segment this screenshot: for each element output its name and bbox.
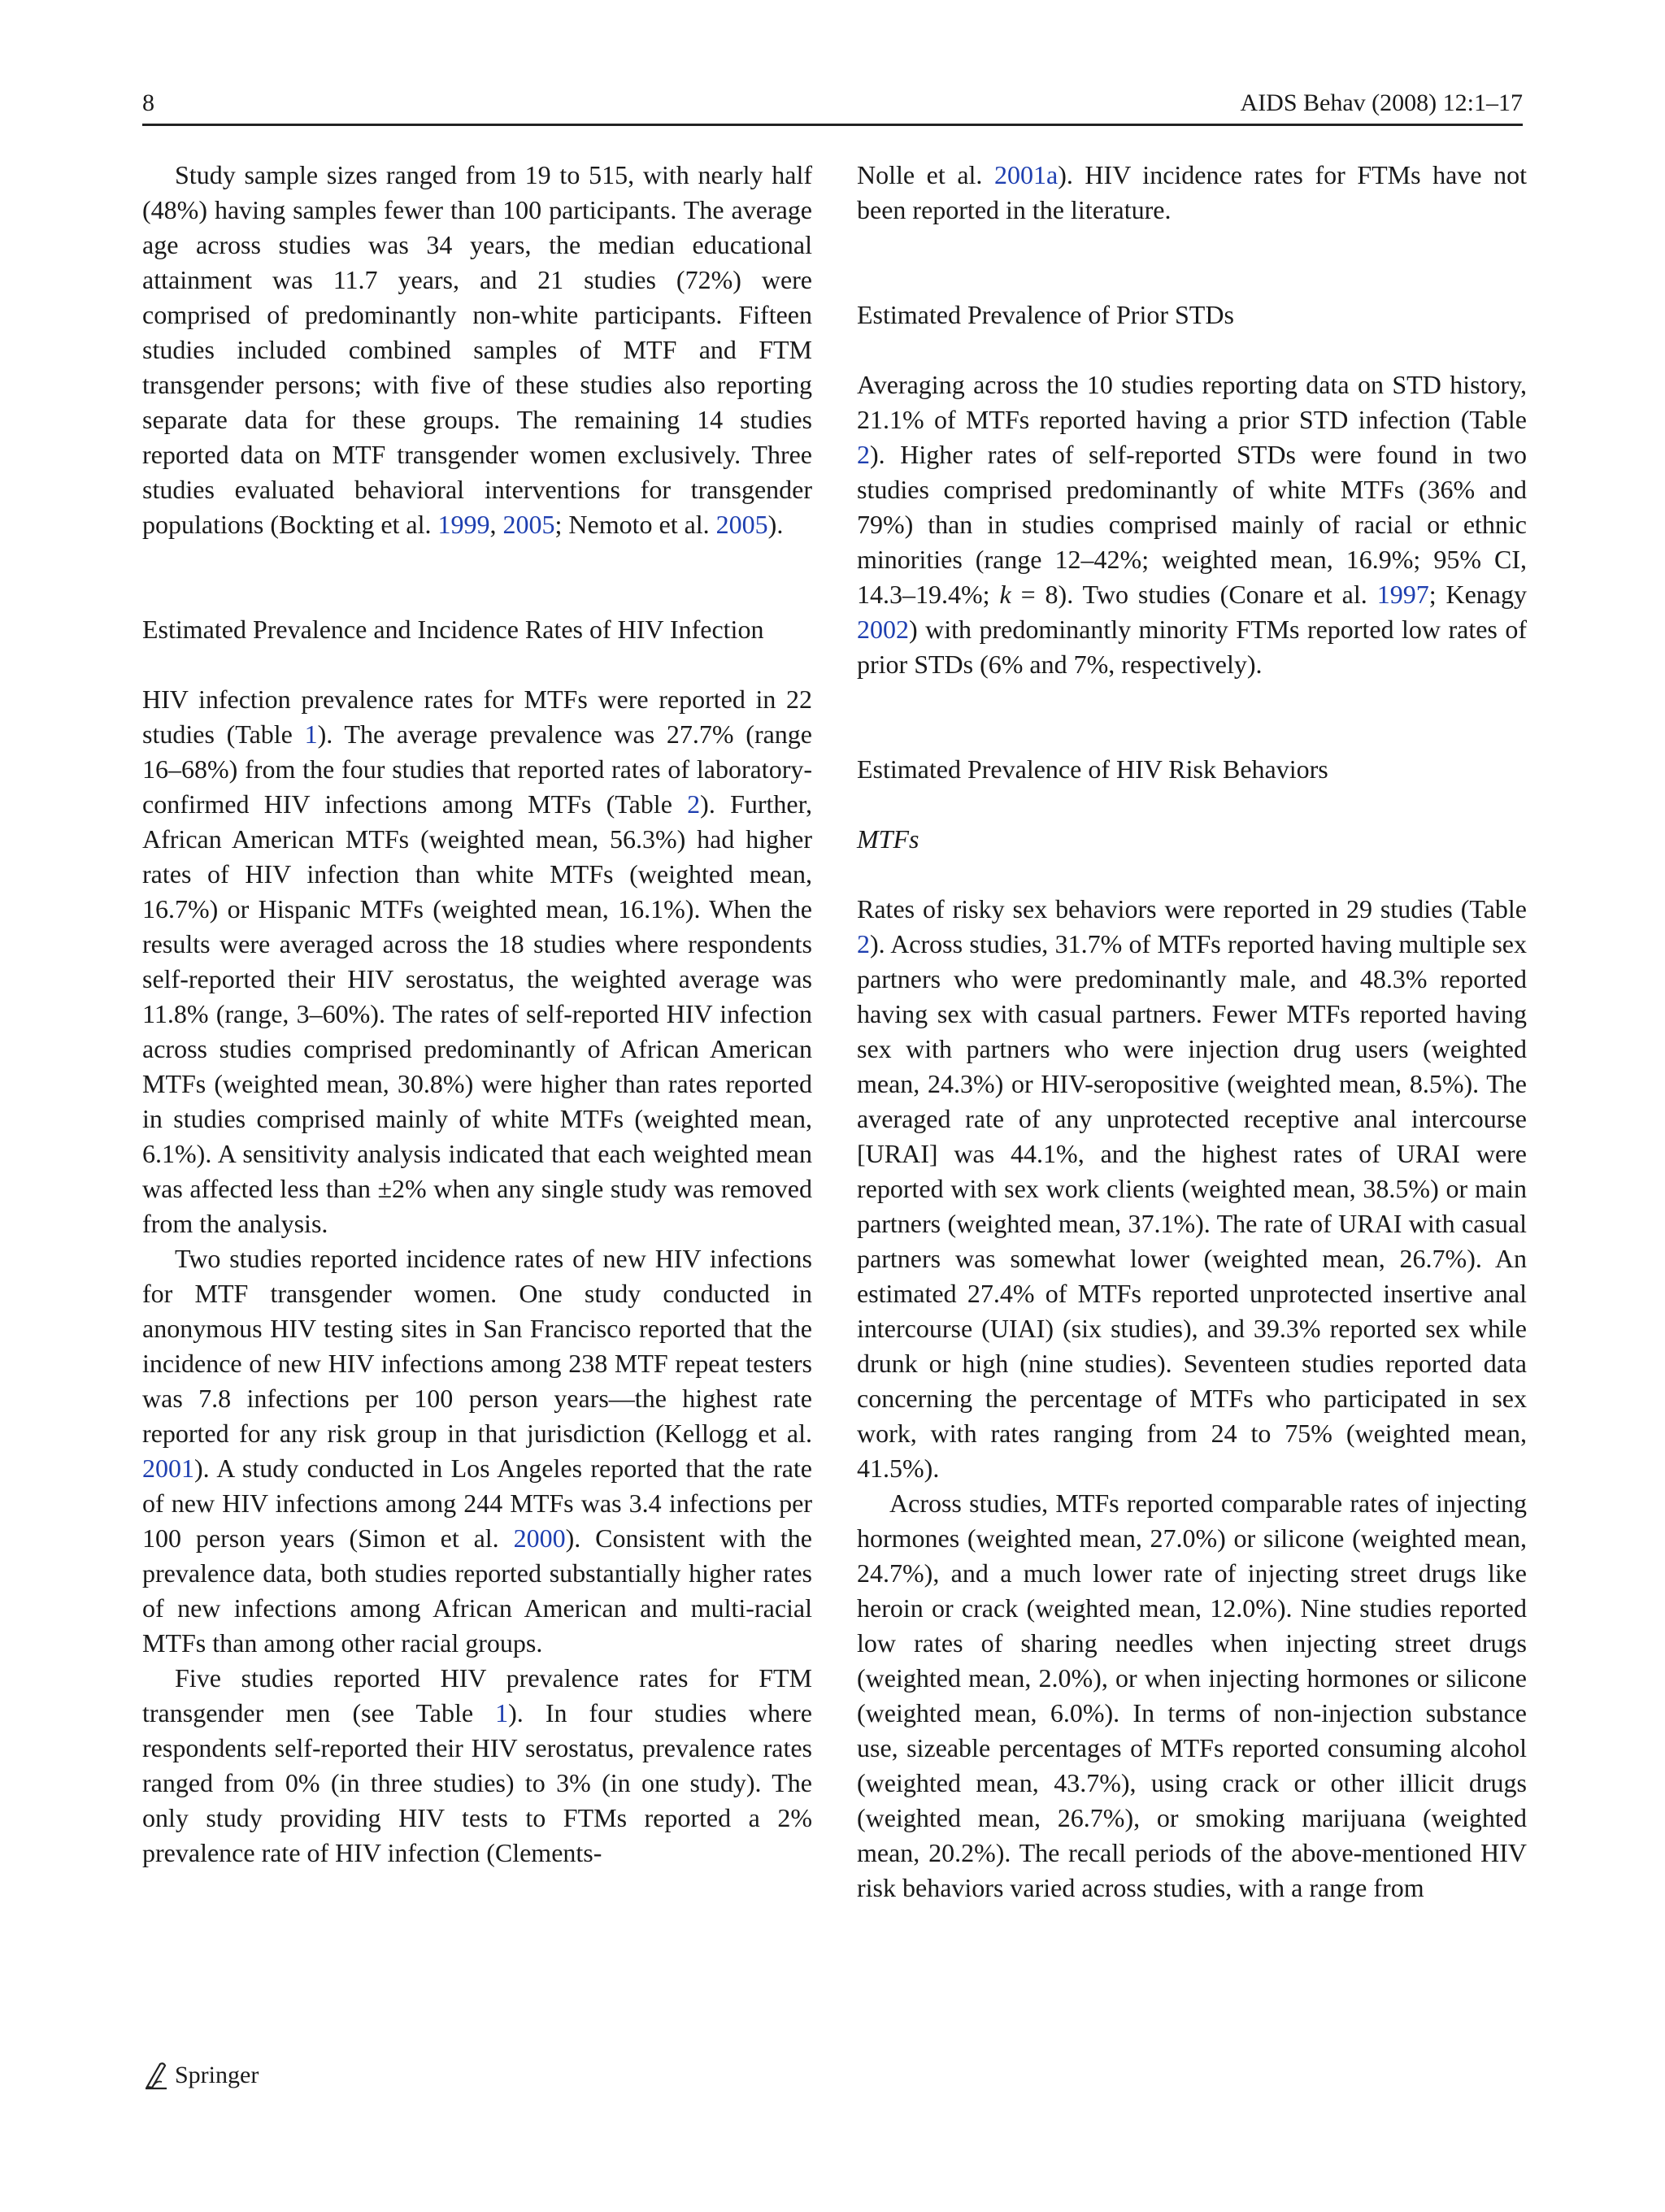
- text-run: ). HIV incidence rates for FTMs have not been reported in the literature.: [857, 160, 1528, 224]
- text-run: ) with predominantly minority FTMs reported low rates of prior STDs (6% and 7%, respectively).: [857, 615, 1527, 679]
- section-heading-hiv: Estimated Prevalence and Incidence Rates of HIV Infection: [142, 615, 764, 644]
- citation-link[interactable]: 2005: [715, 510, 768, 539]
- text-run: Rates of risky sex behaviors were reported in 29 studies (Table: [857, 894, 1527, 923]
- citation-link[interactable]: 2001: [142, 1454, 194, 1483]
- text-run: Averaging across the 10 studies reporting data on STD history, 21.1% of MTFs reported having a prior STD infection (Table: [857, 370, 1527, 434]
- paragraph: [857, 158, 1527, 228]
- italic-text: k: [999, 580, 1011, 609]
- citation-link[interactable]: 1: [304, 719, 318, 749]
- citation-link[interactable]: 2000: [513, 1523, 566, 1553]
- text-run: ; Kenagy: [1428, 580, 1528, 609]
- text-run: ; Nemoto et al.: [554, 510, 716, 539]
- section-heading-std: Estimated Prevalence of Prior STDs: [857, 300, 1234, 329]
- citation-link[interactable]: 1997: [1376, 580, 1429, 609]
- citation-link[interactable]: 2: [857, 440, 870, 469]
- right-column: [857, 158, 1527, 1906]
- text-run: ). Further, African American MTFs (weighted mean, 56.3%) had higher rates of HIV infection than white MTFs (weighted mean, 16.7%) or Hispanic MTFs (weighted mean, 16.1%). When the results were averaged across the 18 studies where respondents self-reported their HIV serostatus, the weighted average was 11.8% (range, 3–60%). The rates of self-reported HIV infection across studies comprised predominantly of African American MTFs (weighted mean, 30.8%) were higher than rates reported in studies comprised mainly of white MTFs (weighted mean, 6.1%). A sensitivity analysis indicated that each weighted mean was affected less than ±2% when any single study was removed from the analysis.: [142, 789, 813, 1238]
- paragraph: [142, 1241, 812, 1661]
- text-run: Nolle et al.: [857, 160, 994, 189]
- citation-link[interactable]: 2: [687, 789, 701, 819]
- page-number: 8: [142, 89, 154, 116]
- citation-link[interactable]: 2005: [502, 510, 555, 539]
- text-run: = 8). Two studies (Conare et al.: [1011, 580, 1377, 609]
- text-run: ,: [489, 510, 503, 539]
- citation-link[interactable]: 1: [495, 1698, 509, 1727]
- text-run: Study sample sizes ranged from 19 to 515, with nearly half (48%) having samples fewer than 100 participants. The average age across studies was 34 years, the median educational attainment was 11.7 years, and 21 studies (72%) were comprised of predominantly non-white participants. Fifteen studies included combined samples of MTF and FTM transgender persons; with five of these studies also reporting separate data for these groups. The remaining 14 studies reported data on MTF transgender women exclusively. Three studies evaluated behavioral interventions for transgender populations (Bockting et al.: [142, 160, 812, 539]
- citation-link[interactable]: 2001a: [994, 160, 1059, 189]
- text-run: ).: [767, 510, 784, 539]
- subsection-heading-mtfs: MTFs: [857, 824, 919, 854]
- text-run: Across studies, MTFs reported comparable rates of injecting hormones (weighted mean, 27.0%) or silicone (weighted mean, 24.7%), and a much lower rate of injecting street drugs like heroin or crack (weighted mean, 12.0%). Nine studies reported low rates of sharing needles when injecting street drugs (weighted mean, 2.0%), or when injecting hormones or silicone (weighted mean, 6.0%). In terms of non-injection substance use, sizeable percentages of MTFs reported consuming alcohol (weighted mean, 43.7%), using crack or other illicit drugs (weighted mean, 26.7%), or smoking marijuana (weighted mean, 20.2%). The recall periods of the above-mentioned HIV risk behaviors varied across studies, with a range from: [857, 1488, 1527, 1902]
- paragraph: [857, 1486, 1527, 1906]
- citation-link[interactable]: 2002: [857, 615, 909, 644]
- paragraph: [142, 682, 812, 1241]
- paragraph: [142, 158, 812, 542]
- citation-link[interactable]: 2: [857, 929, 870, 958]
- journal-citation: AIDS Behav (2008) 12:1–17: [1240, 89, 1523, 116]
- text-run: HIV infection prevalence rates for MTFs were reported in 22 studies (Table: [142, 684, 812, 749]
- paragraph: [857, 892, 1527, 1486]
- text-run: Five studies reported HIV prevalence rates for FTM transgender men (see Table: [142, 1663, 812, 1727]
- paragraph: [857, 367, 1527, 682]
- text-run: ). A study conducted in Los Angeles reported that the rate of new HIV infections among 244 MTFs was 3.4 infections per 100 person years (Simon et al.: [142, 1454, 812, 1553]
- text-run: ). Across studies, 31.7% of MTFs reported having multiple sex partners who were predominantly male, and 48.3% reported having sex with casual partners. Fewer MTFs reported having sex with partners who were injection drug users (weighted mean, 24.3%) or HIV-seropositive (weighted mean, 8.5%). The averaged rate of any unprotected receptive anal intercourse [URAI] was 44.1%, and the highest rates of URAI were reported with sex work clients (weighted mean, 38.5%) or main partners (weighted mean, 37.1%). The rate of URAI with casual partners was somewhat lower (weighted mean, 26.7%). An estimated 27.4% of MTFs reported unprotected insertive anal intercourse (UIAI) (six studies), and 39.3% reported sex while drunk or high (nine studies). Seventeen studies reported data concerning the percentage of MTFs who participated in sex work, with rates ranging from 24 to 75% (weighted mean, 41.5%).: [857, 929, 1527, 1483]
- publisher-name: Springer: [175, 2062, 259, 2088]
- header-rule: [142, 124, 1523, 126]
- text-run: ). In four studies where respondents self-reported their HIV serostatus, prevalence rates ranged from 0% (in three studies) to 3% (in one study). The only study providing HIV tests to FTMs reported a 2% prevalence rate of HIV infection (Clements-: [142, 1698, 812, 1867]
- citation-link[interactable]: 1999: [437, 510, 490, 539]
- springer-logo-icon: [142, 2061, 170, 2090]
- paragraph: [142, 1661, 812, 1871]
- text-run: ). Consistent with the prevalence data, both studies reported substantially higher rates of new infections among African American and multi-racial MTFs than among other racial groups.: [142, 1523, 813, 1658]
- footer: [142, 2061, 259, 2090]
- text-run: ). The average prevalence was 27.7% (range 16–68%) from the four studies that reported rates of laboratory-confirmed HIV infections among MTFs (Table: [142, 719, 813, 819]
- text-run: Two studies reported incidence rates of new HIV infections for MTF transgender women. One study conducted in anonymous HIV testing sites in San Francisco reported that the incidence of new HIV infections among 238 MTF repeat testers was 7.8 infections per 100 person years—the highest rate reported for any risk group in that jurisdiction (Kellogg et al.: [142, 1244, 812, 1448]
- text-run: ). Higher rates of self-reported STDs were found in two studies comprised predominantly of white MTFs (36% and 79%) than in studies comprised mainly of racial or ethnic minorities (range 12–42%; weighted mean, 16.9%; 95% CI, 14.3–19.4%;: [857, 440, 1527, 609]
- left-column: [142, 158, 812, 1871]
- section-heading-risk: Estimated Prevalence of HIV Risk Behaviors: [857, 754, 1328, 784]
